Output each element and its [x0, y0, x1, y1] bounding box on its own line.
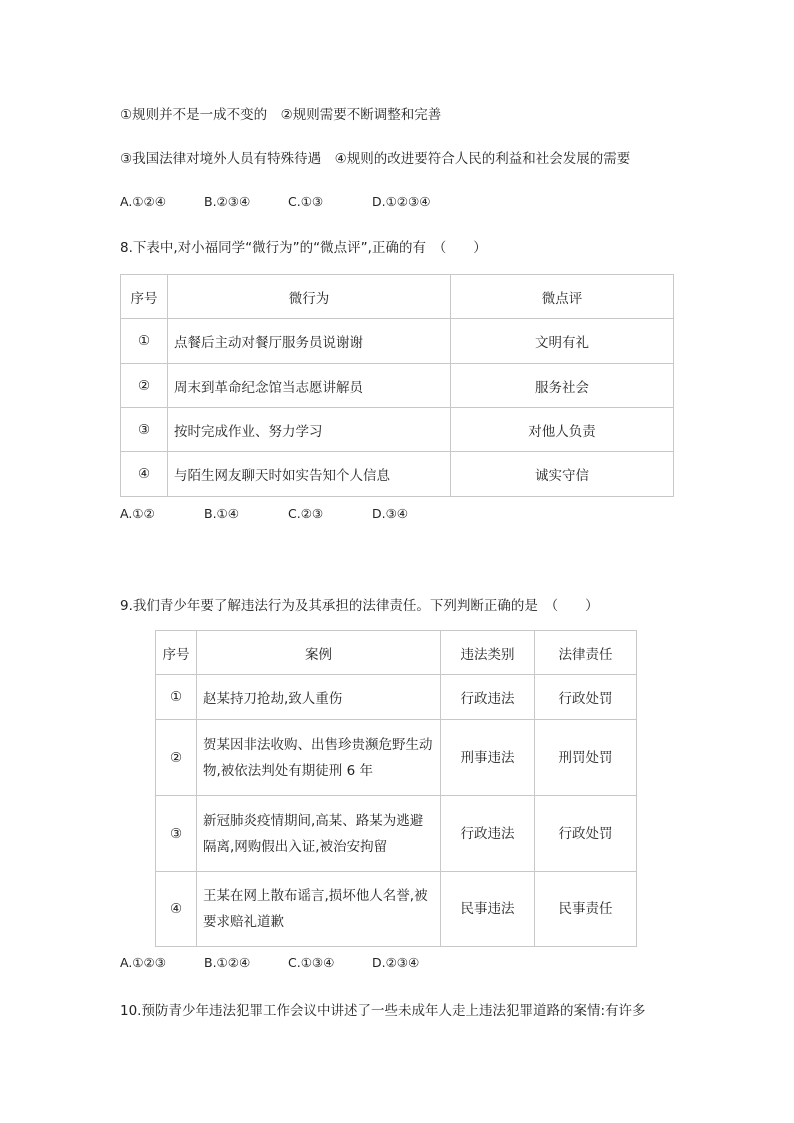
q7-statement-1: ①规则并不是一成不变的 ②规则需要不断调整和完善 [120, 107, 442, 123]
q9-table [155, 630, 637, 947]
q7-option-c: C.①③ [288, 194, 324, 209]
cell-case: 王某在网上散布谣言,损坏他人名誉,被要求赔礼道歉 [197, 872, 441, 947]
cell-comment: 诚实守信 [451, 452, 674, 497]
table-row [156, 720, 637, 796]
cell-liability: 民事责任 [535, 872, 637, 947]
q7-option-b: B.②③④ [204, 194, 251, 209]
table-row [121, 452, 674, 497]
cell-comment: 服务社会 [451, 364, 674, 408]
cell-case: 新冠肺炎疫情期间,高某、路某为逃避隔离,网购假出入证,被治安拘留 [197, 796, 441, 872]
q8-option-a: A.①② [120, 506, 155, 521]
table-row [156, 675, 637, 720]
q9-option-b: B.①②④ [204, 955, 251, 970]
q8-table [120, 274, 674, 497]
cell-case: 贺某因非法收购、出售珍贵濒危野生动物,被依法判处有期徒刑 6 年 [197, 720, 441, 796]
cell-behavior: 与陌生网友聊天时如实告知个人信息 [168, 452, 451, 497]
cell-behavior: 点餐后主动对餐厅服务员说谢谢 [168, 319, 451, 364]
cell-comment: 对他人负责 [451, 408, 674, 452]
table-header-row [121, 275, 674, 319]
cell-comment: 文明有礼 [451, 319, 674, 364]
table-row [156, 796, 637, 872]
q9-option-a: A.①②③ [120, 955, 166, 970]
q8-options [120, 506, 408, 521]
cell-category: 民事违法 [441, 872, 535, 947]
q10-question: 10.预防青少年违法犯罪工作会议中讲述了一些未成年人走上违法犯罪道路的案情:有许多 [120, 1003, 646, 1019]
q9-question: 9.我们青少年要了解违法行为及其承担的法律责任。下列判断正确的是 （ ） [120, 598, 599, 614]
table-row [121, 408, 674, 452]
header-cell: 案例 [197, 631, 441, 675]
cell-index: ③ [156, 796, 197, 872]
header-cell: 微点评 [451, 275, 674, 319]
cell-liability: 行政处罚 [535, 796, 637, 872]
cell-index: ① [156, 675, 197, 720]
q8-option-c: C.②③ [288, 506, 324, 521]
cell-index: ① [121, 319, 168, 364]
cell-index: ② [121, 364, 168, 408]
q7-option-d: D.①②③④ [372, 194, 431, 209]
header-cell: 序号 [121, 275, 168, 319]
header-cell: 微行为 [168, 275, 451, 319]
cell-category: 行政违法 [441, 675, 535, 720]
header-cell: 违法类别 [441, 631, 535, 675]
table-header-row [156, 631, 637, 675]
q7-option-a: A.①②④ [120, 194, 166, 209]
q8-option-d: D.③④ [372, 506, 409, 521]
cell-index: ② [156, 720, 197, 796]
cell-behavior: 周末到革命纪念馆当志愿讲解员 [168, 364, 451, 408]
header-cell: 法律责任 [535, 631, 637, 675]
cell-behavior: 按时完成作业、努力学习 [168, 408, 451, 452]
cell-liability: 刑罚处罚 [535, 720, 637, 796]
cell-case: 赵某持刀抢劫,致人重伤 [197, 675, 441, 720]
q9-option-d: D.②③④ [372, 955, 420, 970]
q7-statement-2: ③我国法律对境外人员有特殊待遇 ④规则的改进要符合人民的利益和社会发展的需要 [120, 151, 631, 167]
q8-question: 8.下表中,对小福同学“微行为”的“微点评”,正确的有 （ ） [120, 240, 487, 256]
cell-category: 刑事违法 [441, 720, 535, 796]
cell-liability: 行政处罚 [535, 675, 637, 720]
cell-index: ③ [121, 408, 168, 452]
q7-options [120, 194, 430, 209]
cell-category: 行政违法 [441, 796, 535, 872]
table-row [121, 319, 674, 364]
q9-option-c: C.①③④ [288, 955, 335, 970]
table-row [121, 364, 674, 408]
cell-index: ④ [121, 452, 168, 497]
header-cell: 序号 [156, 631, 197, 675]
q9-options [120, 955, 419, 970]
table-row [156, 872, 637, 947]
q8-option-b: B.①④ [204, 506, 239, 521]
cell-index: ④ [156, 872, 197, 947]
